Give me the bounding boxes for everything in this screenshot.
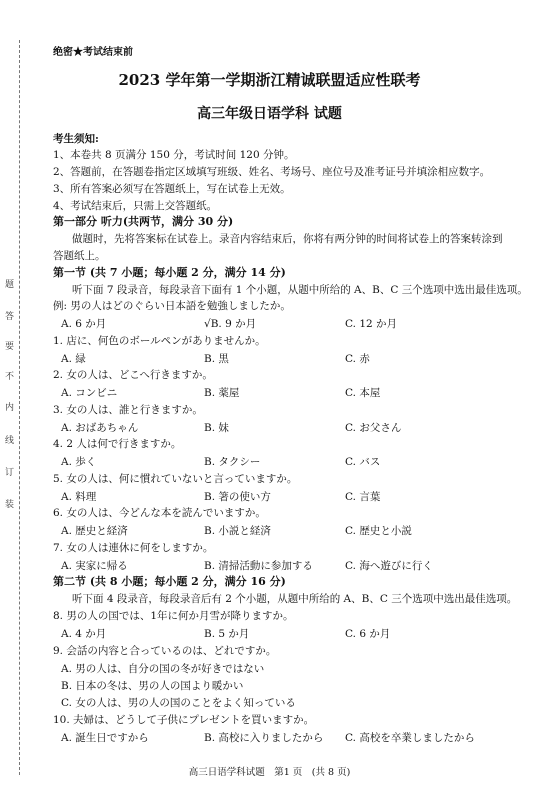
option-b: B. 箸の使い方 <box>204 491 271 503</box>
binding-line <box>19 40 20 775</box>
margin-char: 装 <box>5 500 15 510</box>
exam-title: 2023 学年第一学期浙江精诚联盟适应性联考 <box>118 71 421 89</box>
option-c: C. バス <box>345 456 381 468</box>
option-c: C. 歴史と小説 <box>345 525 412 537</box>
option-b: B. 清掃活動に参加する <box>204 560 313 572</box>
option-c: C. 女の人は、男の人の国のことをよく知っている <box>61 697 296 709</box>
section2-instruction: 听下面 4 段录音，每段录音后有 2 个小题，从题中所给的 A、B、C 三个选项中选出最佳选项。 <box>72 593 518 605</box>
margin-char: 线 <box>5 436 15 446</box>
question: 2. 女の人は、どこへ行きますか。 <box>53 369 213 381</box>
part1-instruction: 做题时，先将答案标在试卷上。录音内容结束后，你将有两分钟的时间将试卷上的答案转涂到 <box>72 233 503 245</box>
notice-heading: 考生须知: <box>53 133 99 145</box>
option-c: C. 高校を卒業しましたから <box>345 732 475 744</box>
option-b: B. 日本の冬は、男の人の国より暖かい <box>61 680 244 692</box>
option-c: C. 本屋 <box>345 387 381 399</box>
notice-item: 2、答题前，在答题卷指定区域填写班级、姓名、考场号、座位号及准考证号并填涂相应数字。 <box>53 166 491 178</box>
option-a: A. 男の人は、自分の国の冬が好きではない <box>61 663 265 675</box>
option-b: B. 妹 <box>204 422 229 434</box>
option-a: A. コンビニ <box>61 387 118 399</box>
notice-item: 1、本卷共 8 页满分 150 分，考试时间 120 分钟。 <box>53 149 295 161</box>
option-b: B. 5 か月 <box>204 628 250 640</box>
option-c: C. お父さん <box>345 422 402 434</box>
part1-heading: 第一部分 听力(共两节，满分 30 分) <box>53 215 234 228</box>
option-a: A. 緑 <box>61 353 86 365</box>
option-c: C. 6 か月 <box>345 628 391 640</box>
example-option-a: A. 6 か月 <box>61 318 107 330</box>
question: 1. 店に、何色のボールペンがありませんか。 <box>53 335 266 347</box>
page-footer: 高三日语学科试题 第1 页 (共 8 页) <box>188 767 351 778</box>
section1-heading: 第一节 (共 7 小题；每小题 2 分，满分 14 分) <box>53 266 286 279</box>
question: 8. 男の人の国では、1年に何か月雪が降りますか。 <box>53 610 294 622</box>
question: 4. 2 人は何で行きますか。 <box>53 438 182 450</box>
margin-char: 内 <box>5 403 15 413</box>
exam-subtitle: 高三年级日语学科 试题 <box>197 106 342 122</box>
part1-instruction: 答题纸上。 <box>53 250 106 262</box>
option-a: A. 歴史と経済 <box>61 525 128 537</box>
option-c: C. 海へ遊びに行く <box>345 560 433 572</box>
option-b: B. 黒 <box>204 353 229 365</box>
example-option-c: C. 12 か月 <box>345 318 398 330</box>
option-a: A. 実家に帰る <box>61 560 128 572</box>
question: 9. 会話の内容と合っているのは、どれですか。 <box>53 645 277 657</box>
option-b: B. タクシー <box>204 456 261 468</box>
margin-char: 答 <box>5 312 15 322</box>
margin-char: 不 <box>5 372 15 382</box>
option-a: A. 料理 <box>61 491 97 503</box>
option-b: B. 薬屋 <box>204 387 240 399</box>
option-b: B. 高校に入りましたから <box>204 732 324 744</box>
question: 10. 夫婦は、どうして子供にプレゼントを買いますか。 <box>53 714 315 726</box>
option-a: A. 誕生日ですから <box>61 732 149 744</box>
option-b: B. 小説と経済 <box>204 525 271 537</box>
section1-instruction: 听下面 7 段录音，每段录音下面有 1 个小题，从题中所给的 A、B、C 三个选项中选出最佳选项。 <box>72 284 528 296</box>
option-a: A. おばあちゃん <box>61 422 139 434</box>
question: 6. 女の人は、今どんな本を読んでいますか。 <box>53 507 266 519</box>
margin-char: 要 <box>5 342 15 352</box>
option-c: C. 言葉 <box>345 491 381 503</box>
margin-char: 题 <box>5 280 15 290</box>
option-a: A. 歩く <box>61 456 97 468</box>
option-c: C. 赤 <box>345 353 370 365</box>
question: 7. 女の人は連休に何をしますか。 <box>53 542 214 554</box>
question: 3. 女の人は、誰と行きますか。 <box>53 404 203 416</box>
section2-heading: 第二节 (共 8 小题；每小题 2 分，满分 16 分) <box>53 575 286 588</box>
example-option-b: √B. 9 か月 <box>204 318 257 330</box>
question: 5. 女の人は、何に慣れていないと言っていますか。 <box>53 473 298 485</box>
example-question: 例: 男の人はどのぐらい日本語を勉強しましたか。 <box>53 300 291 312</box>
secret-mark: 绝密★考试结束前 <box>53 47 133 58</box>
margin-char: 订 <box>5 468 15 478</box>
notice-item: 3、所有答案必须写在答题纸上，写在试卷上无效。 <box>53 183 291 195</box>
option-a: A. 4 か月 <box>61 628 107 640</box>
notice-item: 4、考试结束后，只需上交答题纸。 <box>53 200 218 212</box>
